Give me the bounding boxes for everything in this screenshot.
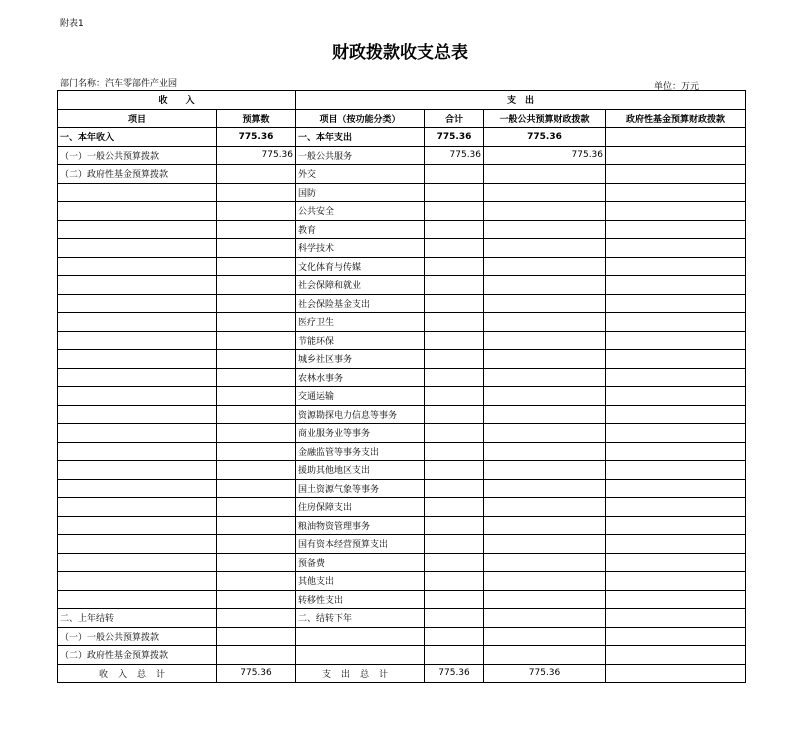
total-header: 合计 (425, 109, 484, 128)
expense-general (484, 535, 606, 554)
expense-total (425, 387, 484, 406)
expense-label: 金融监管等事务支出 (296, 442, 425, 461)
expense-total (425, 313, 484, 332)
table-row (58, 368, 746, 387)
expense-fund (606, 146, 746, 165)
expense-label: 节能环保 (296, 331, 425, 350)
expense-label: 资源勘探电力信息等事务 (296, 405, 425, 424)
income-label (58, 424, 217, 443)
expense-total (425, 553, 484, 572)
expense-fund (606, 313, 746, 332)
table-row (58, 516, 746, 535)
expense-fund (606, 516, 746, 535)
table-row (58, 424, 746, 443)
income-label (58, 590, 217, 609)
column-header-row (58, 109, 746, 128)
expense-label: 其他支出 (296, 572, 425, 591)
expense-fund (606, 646, 746, 665)
expense-label (296, 646, 425, 665)
expense-general (484, 387, 606, 406)
expense-fund (606, 350, 746, 369)
income-label: （二）政府性基金预算拨款 (58, 646, 217, 665)
table-row (58, 146, 746, 165)
table-row (58, 165, 746, 184)
income-label (58, 387, 217, 406)
income-value (217, 331, 296, 350)
expense-label: 教育 (296, 220, 425, 239)
income-value (217, 368, 296, 387)
expense-total (425, 165, 484, 184)
expense-fund (606, 128, 746, 147)
expense-total (425, 220, 484, 239)
expense-total (425, 405, 484, 424)
expense-label: 城乡社区事务 (296, 350, 425, 369)
expense-total (425, 368, 484, 387)
table-row (58, 498, 746, 517)
expense-label: 文化体育与传媒 (296, 257, 425, 276)
income-value (217, 572, 296, 591)
income-label (58, 202, 217, 221)
expense-general (484, 627, 606, 646)
expense-general (484, 516, 606, 535)
income-value (217, 220, 296, 239)
expense-general (484, 294, 606, 313)
expense-general (484, 609, 606, 628)
expense-fund (606, 609, 746, 628)
expense-label: 医疗卫生 (296, 313, 425, 332)
expense-fund (606, 257, 746, 276)
expense-fund (606, 387, 746, 406)
income-label (58, 350, 217, 369)
expense-total (425, 442, 484, 461)
expense-fund (606, 276, 746, 295)
income-group-header: 收 入 (58, 91, 296, 110)
income-value (217, 590, 296, 609)
income-value (217, 553, 296, 572)
income-value: 775.36 (217, 146, 296, 165)
income-value (217, 609, 296, 628)
table-row (58, 590, 746, 609)
expense-fund (606, 165, 746, 184)
page-title: 财政拨款收支总表 (332, 43, 468, 63)
table-row (58, 627, 746, 646)
expense-general (484, 424, 606, 443)
expense-general (484, 646, 606, 665)
expense-fund (606, 498, 746, 517)
table-row (58, 572, 746, 591)
income-label (58, 239, 217, 258)
expense-label: 公共安全 (296, 202, 425, 221)
expense-label: 社会保障和就业 (296, 276, 425, 295)
expense-total (425, 294, 484, 313)
income-total-value: 775.36 (217, 664, 296, 683)
expense-label: 住房保障支出 (296, 498, 425, 517)
fiscal-summary-table (57, 90, 746, 683)
expense-total (425, 350, 484, 369)
expense-general (484, 331, 606, 350)
expense-total (425, 183, 484, 202)
table-row (58, 183, 746, 202)
general-budget-header: 一般公共预算财政拨款 (484, 109, 606, 128)
expense-general (484, 572, 606, 591)
expense-total (425, 572, 484, 591)
department-name: 部门名称：汽车零部件产业园 (60, 79, 178, 89)
income-label (58, 313, 217, 332)
expense-fund (606, 239, 746, 258)
income-label (58, 516, 217, 535)
income-label (58, 572, 217, 591)
gov-fund-header: 政府性基金预算财政拨款 (606, 109, 746, 128)
expense-fund (606, 461, 746, 480)
expense-total-label: 支出总计 (296, 664, 425, 683)
expense-total (425, 479, 484, 498)
expense-total (425, 590, 484, 609)
table-row (58, 553, 746, 572)
table-row (58, 313, 746, 332)
income-label (58, 479, 217, 498)
income-value (217, 257, 296, 276)
income-value (217, 627, 296, 646)
unit-label: 单位：万元 (654, 82, 700, 92)
table-row (58, 479, 746, 498)
table-row (58, 239, 746, 258)
summary-row (58, 128, 746, 147)
income-value (217, 479, 296, 498)
expense-general: 775.36 (484, 128, 606, 147)
income-label (58, 257, 217, 276)
expense-label: 一般公共服务 (296, 146, 425, 165)
table-row (58, 257, 746, 276)
expense-fund (606, 535, 746, 554)
expense-fund (606, 627, 746, 646)
expense-fund (606, 202, 746, 221)
table-row (58, 350, 746, 369)
expense-label: 二、结转下年 (296, 609, 425, 628)
income-value (217, 183, 296, 202)
expense-fund (606, 368, 746, 387)
expense-total (425, 498, 484, 517)
expense-label: 一、本年支出 (296, 128, 425, 147)
expense-total (425, 461, 484, 480)
income-label (58, 276, 217, 295)
expense-general (484, 368, 606, 387)
expense-label: 外交 (296, 165, 425, 184)
income-label (58, 368, 217, 387)
expense-total: 775.36 (425, 128, 484, 147)
expense-general: 775.36 (484, 146, 606, 165)
income-value: 775.36 (217, 128, 296, 147)
expense-total-value: 775.36 (425, 664, 484, 683)
expense-label: 转移性支出 (296, 590, 425, 609)
expense-label: 农林水事务 (296, 368, 425, 387)
table-row (58, 609, 746, 628)
expense-general (484, 220, 606, 239)
income-value (217, 461, 296, 480)
expense-general (484, 276, 606, 295)
expense-fund (606, 479, 746, 498)
expense-fund (606, 405, 746, 424)
expense-fund (606, 442, 746, 461)
expense-label: 粮油物资管理事务 (296, 516, 425, 535)
expense-label (296, 627, 425, 646)
expense-general (484, 405, 606, 424)
expense-total (425, 516, 484, 535)
table-row (58, 405, 746, 424)
expense-label: 预备费 (296, 553, 425, 572)
expense-total (425, 424, 484, 443)
totals-row (58, 664, 746, 683)
table-row (58, 646, 746, 665)
expense-fund (606, 553, 746, 572)
expense-group-header: 支 出 (296, 91, 746, 110)
income-label: 二、上年结转 (58, 609, 217, 628)
expense-total (425, 609, 484, 628)
expense-total (425, 276, 484, 295)
table-row (58, 331, 746, 350)
table-row (58, 220, 746, 239)
expense-fund (606, 331, 746, 350)
income-value (217, 442, 296, 461)
income-label (58, 331, 217, 350)
expense-total (425, 331, 484, 350)
expense-fund (606, 294, 746, 313)
expense-fund (606, 424, 746, 443)
income-label: （二）政府性基金预算拨款 (58, 165, 217, 184)
income-value (217, 387, 296, 406)
income-label (58, 294, 217, 313)
expense-general (484, 461, 606, 480)
expense-label: 社会保险基金支出 (296, 294, 425, 313)
income-value (217, 313, 296, 332)
table-row (58, 294, 746, 313)
expense-total: 775.36 (425, 146, 484, 165)
income-label (58, 220, 217, 239)
expense-label: 商业服务业等事务 (296, 424, 425, 443)
income-value (217, 350, 296, 369)
income-value (217, 294, 296, 313)
budget-amount-header: 预算数 (217, 109, 296, 128)
table-row (58, 442, 746, 461)
expense-fund (606, 590, 746, 609)
expense-fund-total (606, 664, 746, 683)
income-label (58, 553, 217, 572)
income-label (58, 405, 217, 424)
expense-fund (606, 183, 746, 202)
expense-label: 交通运输 (296, 387, 425, 406)
income-value (217, 239, 296, 258)
income-label: （一）一般公共预算拨款 (58, 146, 217, 165)
income-value (217, 165, 296, 184)
income-value (217, 535, 296, 554)
expense-fund (606, 572, 746, 591)
expense-general (484, 313, 606, 332)
expense-general (484, 590, 606, 609)
attachment-label: 附表1 (60, 19, 84, 29)
expense-general (484, 165, 606, 184)
income-label (58, 183, 217, 202)
expense-item-header: 项目（按功能分类） (296, 109, 425, 128)
income-value (217, 516, 296, 535)
expense-fund (606, 220, 746, 239)
group-header-row (58, 91, 746, 110)
income-label: （一）一般公共预算拨款 (58, 627, 217, 646)
expense-total (425, 646, 484, 665)
expense-general (484, 257, 606, 276)
expense-general (484, 239, 606, 258)
income-value (217, 424, 296, 443)
expense-label: 援助其他地区支出 (296, 461, 425, 480)
expense-general (484, 202, 606, 221)
income-label (58, 498, 217, 517)
income-label (58, 442, 217, 461)
income-value (217, 646, 296, 665)
expense-general (484, 479, 606, 498)
income-label: 一、本年收入 (58, 128, 217, 147)
table-row (58, 461, 746, 480)
expense-general (484, 442, 606, 461)
income-item-header: 项目 (58, 109, 217, 128)
expense-general-total: 775.36 (484, 664, 606, 683)
expense-general (484, 183, 606, 202)
income-value (217, 276, 296, 295)
income-value (217, 202, 296, 221)
expense-total (425, 257, 484, 276)
expense-label: 国有资本经营预算支出 (296, 535, 425, 554)
table-row (58, 202, 746, 221)
income-total-label: 收入总计 (58, 664, 217, 683)
expense-general (484, 553, 606, 572)
expense-total (425, 627, 484, 646)
expense-label: 国土资源气象等事务 (296, 479, 425, 498)
income-value (217, 405, 296, 424)
expense-label: 科学技术 (296, 239, 425, 258)
expense-total (425, 239, 484, 258)
table-row (58, 387, 746, 406)
income-value (217, 498, 296, 517)
expense-general (484, 350, 606, 369)
expense-total (425, 202, 484, 221)
expense-general (484, 498, 606, 517)
expense-label: 国防 (296, 183, 425, 202)
table-row (58, 535, 746, 554)
expense-total (425, 535, 484, 554)
table-row (58, 276, 746, 295)
income-label (58, 535, 217, 554)
income-label (58, 461, 217, 480)
